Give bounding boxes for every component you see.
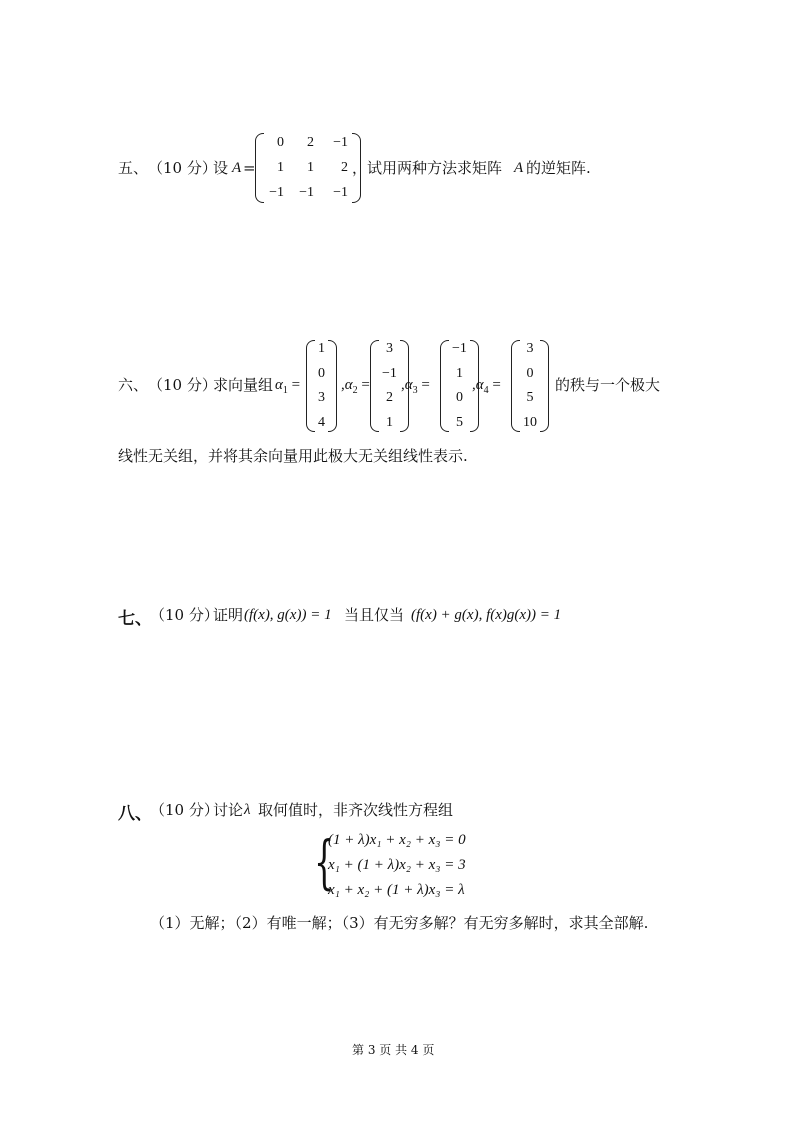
right-paren	[328, 340, 337, 432]
q8-intro: 讨论	[213, 801, 244, 819]
alpha-symbol: α	[344, 377, 353, 393]
q6-score: （10 分）	[148, 376, 217, 394]
q8-text: 取何值时，非齐次线性方程组	[258, 801, 454, 819]
vector-entry: 3	[385, 341, 393, 356]
q5-matrix-name: A	[232, 160, 242, 176]
vector-label-3	[401, 375, 430, 401]
equals-sign: =	[488, 377, 501, 393]
q5-matrix-grid	[264, 133, 352, 203]
q7-expr-2: (f(x) + g(x), f(x)g(x)) = 1	[411, 607, 562, 623]
vector-entry: 1	[455, 365, 463, 381]
left-paren	[370, 340, 379, 432]
alpha-symbol: α	[275, 377, 283, 393]
column-vector-4	[511, 340, 549, 432]
vector-entry: 5	[526, 390, 534, 406]
q8-number: 八、	[118, 804, 152, 824]
vector-subscript: 2	[352, 385, 358, 396]
q5-text-end: 的逆矩阵.	[526, 159, 591, 177]
vector-entries	[449, 340, 470, 432]
equals-sign: =	[417, 377, 430, 393]
system-brace: {	[314, 828, 335, 896]
equation-1: (1 + λ)x₁ + x₂ + x₃ = 0	[328, 832, 466, 848]
vector-entry: 5	[455, 414, 463, 430]
vector-entry: 4	[318, 414, 325, 430]
vector-entry: 3	[526, 341, 534, 356]
vector-label-2	[341, 375, 370, 401]
vector-entries	[520, 340, 540, 432]
matrix-cell: −1	[333, 135, 348, 150]
column-vector-1	[306, 340, 337, 432]
vector-entry: 0	[526, 365, 534, 381]
q5-intro: 设	[213, 159, 229, 177]
q7-intro: 证明	[213, 606, 244, 624]
alpha-symbol: α	[404, 377, 413, 393]
vector-entry: 0	[455, 390, 463, 406]
q6-text-end: 的秩与一个极大	[555, 376, 661, 394]
q6-line-2: 线性无关组，并将其余向量用此极大无关组线性表示.	[118, 447, 468, 465]
vector-label-4	[472, 375, 501, 401]
matrix-cell: 2	[341, 160, 348, 175]
equals-sign: =	[287, 377, 301, 393]
matrix-cell: −1	[269, 185, 284, 200]
q6-number: 六、	[118, 376, 149, 394]
q5-number: 五、	[118, 159, 149, 177]
vector-entry: 10	[523, 414, 537, 430]
vector-label-1	[275, 375, 300, 401]
q7-number: 七、	[118, 609, 152, 629]
q5-score: （10 分）	[148, 159, 217, 177]
vector-entry: 3	[318, 390, 325, 406]
vector-entry: 1	[318, 341, 325, 356]
q6-intro: 求向量组	[213, 376, 274, 394]
vector-separator: ,	[341, 377, 345, 393]
vector-entry: 2	[385, 390, 393, 406]
vector-entry: −1	[382, 365, 397, 381]
q5-equals: =	[243, 159, 256, 177]
left-paren	[440, 340, 449, 432]
right-paren	[540, 340, 549, 432]
vector-entry: −1	[452, 341, 467, 356]
vector-subscript: 3	[412, 385, 418, 396]
equals-sign: =	[357, 377, 370, 393]
page-footer: 第 3 页 共 4 页	[352, 1043, 435, 1057]
vector-separator: ,	[472, 377, 476, 393]
q7-expr-1: (f(x), g(x)) = 1	[244, 607, 332, 623]
vector-subscript: 4	[483, 385, 489, 396]
vector-entry: 0	[318, 365, 325, 381]
q8-parts: （1）无解；（2）有唯一解；（3）有无穷多解？有无穷多解时，求其全部解.	[150, 914, 649, 932]
left-paren	[306, 340, 315, 432]
q5-matrix	[255, 133, 361, 203]
q8-lambda: λ	[244, 802, 251, 818]
vector-separator: ,	[401, 377, 405, 393]
vector-entry: 1	[385, 414, 393, 430]
q8-score: （10 分）	[150, 801, 219, 819]
q7-score: （10 分）	[150, 606, 219, 624]
q5-matrix-name-2: A	[514, 160, 524, 176]
matrix-cell: 1	[277, 160, 284, 175]
matrix-cell: 2	[307, 135, 314, 150]
q7-middle: 当且仅当	[344, 606, 405, 624]
vector-subscript: 1	[282, 385, 288, 396]
vector-entries	[315, 340, 328, 432]
matrix-cell: −1	[299, 185, 314, 200]
equation-2: x₁ + (1 + λ)x₂ + x₃ = 3	[328, 857, 466, 873]
vector-entries	[379, 340, 400, 432]
matrix-cell: 0	[277, 135, 284, 150]
left-paren	[255, 133, 264, 203]
matrix-cell: −1	[333, 185, 348, 200]
left-paren	[511, 340, 520, 432]
matrix-cell: 1	[307, 160, 314, 175]
equation-3: x₁ + x₂ + (1 + λ)x₃ = λ	[328, 882, 465, 898]
q5-text: ，试用两种方法求矩阵	[352, 159, 503, 177]
alpha-symbol: α	[475, 377, 484, 393]
